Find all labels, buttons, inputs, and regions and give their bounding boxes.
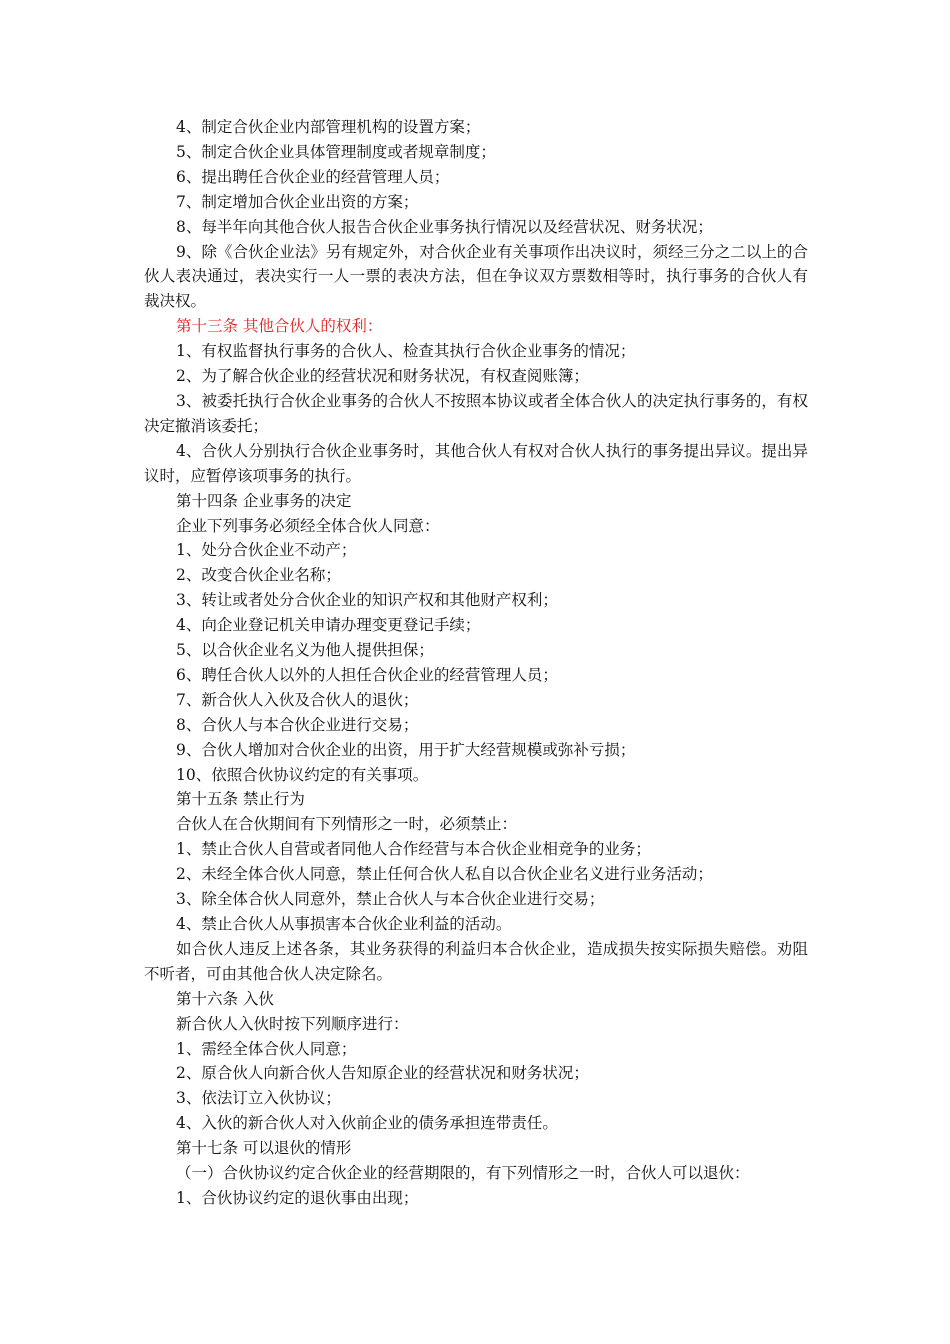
list-item: 2、改变合伙企业名称； [176, 566, 341, 585]
list-item: 1、禁止合伙人自营或者同他人合作经营与本合伙企业相竞争的业务； [176, 840, 651, 859]
list-item: 3、依法订立入伙协议； [176, 1089, 341, 1108]
list-item: 9、合伙人增加对合伙企业的出资，用于扩大经营规模或弥补亏损； [176, 740, 636, 759]
list-item: 4、入伙的新合伙人对入伙前企业的债务承担连带责任。 [176, 1114, 558, 1133]
list-item: 5、以合伙企业名义为他人提供担保； [176, 641, 434, 660]
list-item: 1、处分合伙企业不动产； [176, 541, 357, 560]
list-item: 7、新合伙人入伙及合伙人的退伙； [176, 690, 419, 709]
paragraph: 如合伙人违反上述各条，其业务获得的利益归本合伙企业，造成损失按实际损失赔偿。劝阻不听者，可由其他合伙人决定除名。 [144, 939, 808, 983]
list-item: 5、制定合伙企业具体管理制度或者规章制度； [176, 142, 496, 161]
list-item: 2、原合伙人向新合伙人告知原企业的经营状况和财务状况； [176, 1064, 589, 1083]
list-item: 9、除《合伙企业法》另有规定外，对合伙企业有关事项作出决议时，须经三分之二以上的合伙人表决通过，表决实行一人一票的表决方法，但在争议双方票数相等时，执行事务的合伙人有裁决权。 [144, 242, 808, 311]
list-item: 4、禁止合伙人从事损害本合伙企业利益的活动。 [176, 915, 512, 933]
paragraph: （一）合伙协议约定合伙企业的经营期限的，有下列情形之一时，合伙人可以退伙： [176, 1164, 750, 1183]
document-body [144, 115, 808, 1211]
list-item: 4、合伙人分别执行合伙企业事务时，其他合伙人有权对合伙人执行的事务提出异议。提出异议时，应暂停该项事务的执行。 [144, 441, 808, 485]
list-item: 8、合伙人与本合伙企业进行交易； [176, 715, 419, 734]
article-16-heading: 第十六条 入伙 [176, 989, 274, 1008]
list-item: 4、向企业登记机关申请办理变更登记手续； [176, 616, 481, 635]
list-item: 2、为了解合伙企业的经营状况和财务状况，有权查阅账簿； [176, 367, 589, 386]
list-item: 3、除全体合伙人同意外，禁止合伙人与本合伙企业进行交易； [176, 890, 605, 909]
list-item: 4、制定合伙企业内部管理机构的设置方案； [176, 118, 481, 136]
list-item: 3、转让或者处分合伙企业的知识产权和其他财产权利； [176, 591, 558, 610]
list-item: 8、每半年向其他合伙人报告合伙企业事务执行情况以及经营状况、财务状况； [176, 217, 713, 236]
list-item: 10、依照合伙协议约定的有关事项。 [176, 765, 429, 784]
paragraph: 合伙人在合伙期间有下列情形之一时，必须禁止： [176, 815, 518, 834]
article-15-heading: 第十五条 禁止行为 [176, 790, 305, 809]
list-item: 3、被委托执行合伙企业事务的合伙人不按照本协议或者全体合伙人的决定执行事务的，有权决定撤消该委托； [144, 391, 808, 435]
list-item: 2、未经全体合伙人同意，禁止任何合伙人私自以合伙企业名义进行业务活动； [176, 865, 713, 884]
list-item: 6、提出聘任合伙企业的经营管理人员； [176, 167, 450, 186]
article-13-heading: 第十三条 其他合伙人的权利： [176, 317, 383, 336]
article-14-heading: 第十四条 企业事务的决定 [176, 491, 352, 510]
paragraph: 新合伙人入伙时按下列顺序进行： [176, 1014, 409, 1033]
article-17-heading: 第十七条 可以退伙的情形 [176, 1139, 352, 1158]
list-item: 6、聘任合伙人以外的人担任合伙企业的经营管理人员； [176, 665, 558, 684]
list-item: 7、制定增加合伙企业出资的方案； [176, 192, 419, 211]
list-item: 1、需经全体合伙人同意； [176, 1039, 357, 1058]
paragraph: 企业下列事务必须经全体合伙人同意： [176, 516, 440, 535]
list-item: 1、有权监督执行事务的合伙人、检查其执行合伙企业事务的情况； [176, 342, 636, 361]
list-item: 1、合伙协议约定的退伙事由出现； [176, 1188, 419, 1207]
